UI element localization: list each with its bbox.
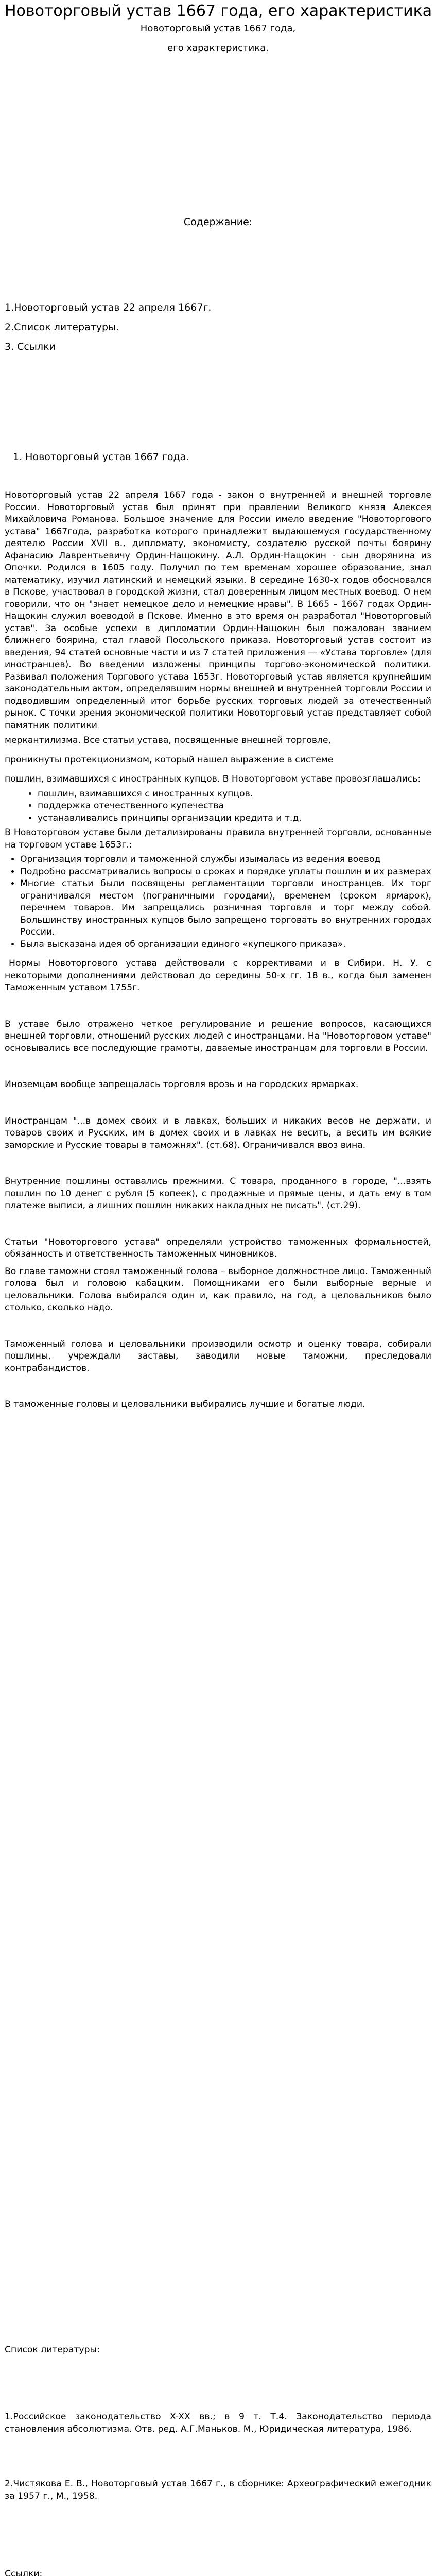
list-item: • Организация торговли и таможенной службы изымалась из ведения воевод [20,854,431,866]
list-item: • Многие статьи были посвящены регламентации торговли иностранцев. Их торг ограничивался местом (пограничными городами), временем (сроком ярмарок), перечнем товаров. Им запрещались розничная торговля и торг между собой. Большинству иностранных купцов было запрещено торговать во внутренних городах России. [20,878,431,939]
paragraph: Иноземцам вообще запрещалась торговля врозь и на городских ярмарках. [5,1079,359,1090]
paragraph: Иностранцам "...в домех своих и в лавках, больших и никаких весов не держати, и товаров своих и Русских, им в домех своих и в лавках не весить, а весить им всякие заморские и Русские товары в таможнях". (ст.68). Ограничивался ввоз вина. [5,1115,431,1150]
paragraph: Нормы Новоторгового устава действовали с коррективами и в Сибири. Н. У. с некоторыми дополнениями действовал до середины 50-х гг. 18 в., когда был заменен Таможенным уставом 1755г. [5,958,431,993]
paragraph: Внутренние пошлины оставались прежними. С товара, проданного в городе, "...взять пошлин по 10 денег с рубля (5 копеек), с продажные и прямые цены, и дать ему в том платеже выписи, а лишних пошлин никаких накладных не писать". (ст.29). [5,1176,431,1211]
table-of-contents [5,298,211,357]
list-item: • устанавливались принципы организации кредита и т.д. [38,812,431,825]
section-heading: 1. Новоторговый устав 1667 года. [13,451,189,463]
paragraph: Во главе таможни стоял таможенный голова – выборное должностное лицо. Таможенный голова был и головою кабацким. Помощниками его были выборные верные и целовальники. Голова выбирался один и, как правило, на год, а целовальников было столько, сколько надо. [5,1266,431,1313]
subtitle-line-1: Новоторговый устав 1667 года, [140,23,296,34]
section-body [5,489,431,1411]
literature-heading: Список литературы: [5,2345,100,2355]
paragraph: Новоторговый устав 22 апреля 1667 года - закон о внутренней и внешней торговле России. Новоторговый устав был принят при правлении Великого князя Алексея Михайловича Романова. Большое значение для России имело введение "Новоторгового устава" 1667года, разработка которого принадлежит выдающемуся государственному деятелю России XVII в., дипломату, экономисту, создателю русской почты боярину Афанасию Лаврентьевичу Ордин-Нащокину. А.Л. Ордин-Нащокин - сын дворянина из Опочки. Родился в 1605 году. Получил по тем временам хорошее образование, знал математику, изучил латинский и немецкий языки. В середине 1630-х годов обосновался в Пскове, участвовал в городской жизни, стал доверенным лицом местных воевод. О нем говорили, что он "знает немецкое дело и немецкие нравы". В 1665 – 1667 годах Ордин-Нащокин служил воеводой в Пскове. Именно в это время он разработал "Новоторговый устав". За особые успехи в дипломатии Ордин-Нащокин был пожалован званием ближнего боярина, стал главой Посольского приказа. Новоторговый устав состоит из введения, 94 статей основные части и из 7 статей приложения — «Устава торговле» (для иностранцев). Во введении изложены принципы торгово-экономической политики. Развивал положения Торгового устава 1653г. Новоторговый устав является крупнейшим законодательным актом, определявшим нормы внешней и внутренней торговли России и подводившим определенный итог борьбе русских торговых людей за отечественный рынок. С точки зрения экономической политики Новоторговый устав представляет собой памятник политики [5,490,431,731]
paragraph: В Новоторговом уставе были детализированы правила внутренней торговли, основанные на торговом уставе 1653г.: [5,827,431,850]
contents-heading: Содержание: [183,216,253,228]
principles-list [5,788,431,825]
paragraph: Таможенный голова и целовальники производили осмотр и оценку товара, собирали пошлины, учреждали заставы, заводили новые таможни, преследовали контрабандистов. [5,1338,431,1374]
paragraph: Статьи "Новоторгового устава" определяли устройство таможенных формальностей, обязанность и ответственность таможенных чиновников. [5,1236,431,1259]
list-item: • Подробно рассматривались вопросы о сроках и порядке уплаты пошлин и их размерах [20,866,431,878]
rules-list [5,854,431,951]
links-heading: Ссылки: [5,2569,43,2576]
paragraph: меркантилизма. Все статьи устава, посвященные внешней торговле, [5,735,332,745]
list-item: • пошлин, взимавшихся с иностранных купцов. [38,788,431,801]
paragraph: В уставе было отражено четкое регулирование и решение вопросов, касающихся внешней торговли, отношений русских людей с иностранцами. На "Новоторговом уставе" основывались все последующие грамоты, даваемые иностранцам для торговли в России. [5,1019,431,1054]
subtitle-line-2: его характеристика. [167,43,269,54]
toc-item: 2.Список литературы. [5,321,119,333]
list-item: • Была высказана идея об организации единого «купецкого приказа». [20,939,431,951]
paragraph: пошлин, взимавшихся с иностранных купцов. В Новоторговом уставе провозглашались: [5,774,421,784]
toc-item: 1.Новоторговый устав 22 апреля 1667г. [5,302,212,313]
paragraph: проникнуты протекционизмом, который нашел выражение в системе [5,754,334,765]
list-item: • поддержка отечественного купечества [38,800,431,812]
toc-item: 3. Ссылки [5,341,56,352]
paragraph: В таможенные головы и целовальники выбирались лучшие и богатые люди. [5,1399,365,1410]
page-title: Новоторговый устав 1667 года, его характеристика [5,2,432,20]
literature-item: 1.Российское законодательство X-XX вв.; в 9 т. Т.4. Законодательство периода становления абсолютизма. Отв. ред. А.Г.Маньков. М., Юридическая литература, 1986. [5,2412,431,2434]
literature-item: 2.Чистякова Е. В., Новоторговый устав 1667 г., в сборнике: Археографический ежегодник за 1957 г., М., 1958. [5,2479,431,2501]
